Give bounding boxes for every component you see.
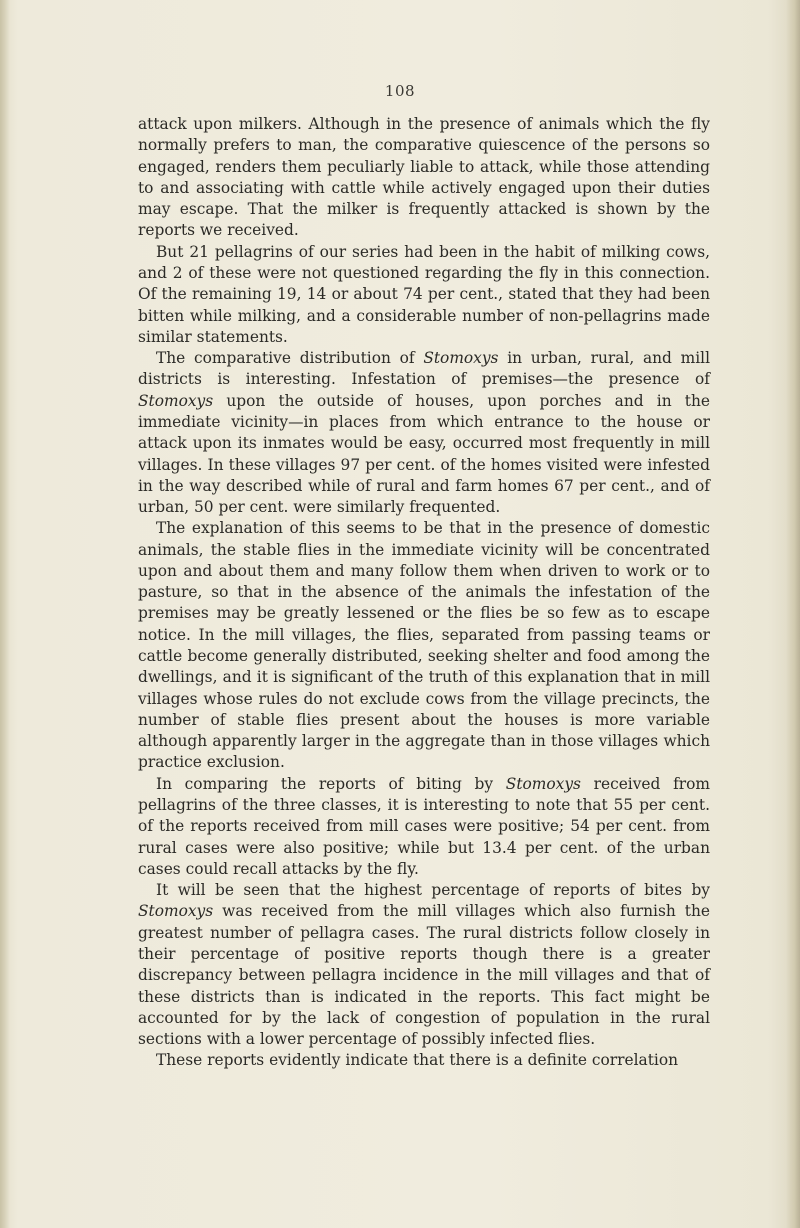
text-run: The comparative distribution of [156, 349, 424, 368]
text-run: The explanation of this seems to be that in the presence of domestic animals, the stable flies in the immediate vicinity will be concentrated upon and about them and many follow them when driven to work or to pasture, so that in the absence of the animals the infestation of the premises may be greatly lessened or the flies be so few as to escape notice. In the mill villages, the flies, separated from passing teams or cattle become generally distributed, seeking shelter and food among the dwellings, and it is significant of the truth of this explanation that in mill villages whose rules do not exclude cows from the village precincts, the number of stable flies present about the houses is more variable although apparently larger in the aggregate than in those villages which practice exclusion. [138, 519, 710, 772]
page-left-edge-shading [0, 0, 10, 1228]
species-name: Stomoxys [423, 349, 499, 368]
body-text [138, 114, 710, 1072]
text-run: in urban, rural, and mill districts is interesting. Infestation of premises—the presence of [138, 349, 710, 389]
species-name: Stomoxys [138, 902, 214, 921]
page-right-edge-shading [786, 0, 800, 1228]
species-name: Stomoxys [138, 391, 214, 410]
paragraph [138, 880, 710, 1050]
paragraph [138, 114, 710, 242]
text-run: received from pellagrins of the three classes, it is interesting to note that 55 per cent. of the reports received from mill cases were positive; 54 per cent. from rural cases were also positive; while but 13.4 per cent. of the urban cases could recall attacks by the fly. [138, 774, 710, 878]
paragraph [138, 1050, 710, 1071]
page-number: 108 [384, 82, 416, 100]
paragraph [138, 242, 710, 348]
text-run: upon the outside of houses, upon porches and in the immediate vicinity—in places from which entrance to the house or attack upon its inmates would be easy, occurred most frequently in mill villages. In these villages 97 per cent. of the homes visited were infested in the way described while of rural and farm homes 67 per cent., and of urban, 50 per cent. were similarly frequented. [138, 391, 710, 517]
text-run: attack upon milkers. Although in the presence of animals which the fly normally prefers to man, the comparative quiescence of the persons so engaged, renders them peculiarly liable to attack, while those attending to and associating with cattle while actively engaged upon their duties may escape. That the milker is frequently attacked is shown by the reports we received. [138, 115, 710, 240]
text-run: It will be seen that the highest percentage of reports of bites by [156, 881, 710, 900]
paragraph [138, 518, 710, 773]
paragraph [138, 774, 710, 880]
species-name: Stomoxys [505, 774, 581, 793]
paragraph [138, 348, 710, 518]
text-run: But 21 pellagrins of our series had been in the habit of milking cows, and 2 of these were not questioned regarding the fly in this connection. Of the remaining 19, 14 or about 74 per cent., stated that they had been bitten while milking, and a considerable number of non-pellagrins made similar statements. [138, 242, 710, 346]
text-run: In comparing the reports of biting by [156, 774, 506, 793]
text-run: These reports evidently indicate that there is a definite correlation [156, 1051, 679, 1070]
text-run: was received from the mill villages which also furnish the greatest number of pellagra cases. The rural districts follow closely in their percentage of positive reports though there is a greater discrepancy between pellagra incidence in the mill villages and that of these districts than is indicated in the reports. This fact might be accounted for by the lack of congestion of population in the rural sections with a lower percentage of possibly infected flies. [138, 902, 710, 1049]
